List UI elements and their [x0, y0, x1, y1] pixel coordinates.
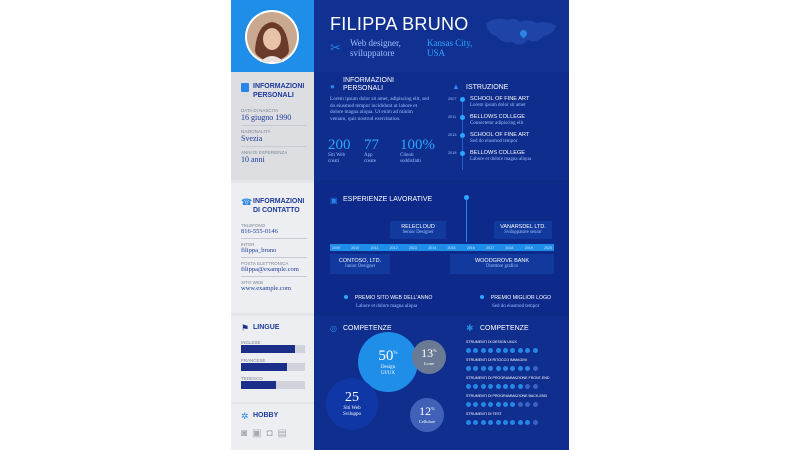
skill-dot [533, 384, 538, 389]
skill-dot [466, 384, 471, 389]
stat-item [328, 138, 356, 165]
stat-label: creati [328, 159, 340, 164]
education-list [448, 96, 566, 168]
timeline-year: 2015 [447, 245, 456, 250]
education-school: BELLOWS COLLEGE [470, 150, 526, 156]
skills-dots-title: COMPETENZE [480, 325, 529, 332]
skill-dot [525, 402, 530, 407]
job-card-woodgrove: WOODGROVE BANK Direttore grafico [450, 254, 554, 274]
skill-dot [473, 366, 478, 371]
skill-row [466, 376, 566, 389]
skill-dot [525, 384, 530, 389]
nationality-value: Svezia [241, 134, 263, 143]
language-name: FRANCESE [241, 358, 266, 363]
skill-dots [466, 346, 566, 353]
language-name: INGLESE [241, 340, 261, 345]
language-row [241, 376, 305, 389]
timeline-year: 2019 [524, 245, 533, 250]
circle-websites: 25 Siti Web Sviluppo [326, 378, 378, 430]
stat-value: 100% [400, 137, 435, 153]
web-label: SITO WEB [241, 280, 263, 285]
experience-section [314, 183, 569, 313]
job-card-vanarsdel: VANARSDEL LTD. Sviluppatore senior [494, 221, 552, 239]
skill-name: STRUMENTI DI PROGRAMMAZIONE FRONT-END [466, 376, 550, 380]
education-dot [460, 97, 465, 102]
job-card-contoso: CONTOSO, LTD. Junior Designer [330, 254, 390, 274]
timeline-year: 2016 [466, 245, 475, 250]
skill-dot [496, 402, 501, 407]
skill-dot [466, 348, 471, 353]
camera-icon: ◙ [241, 428, 253, 439]
skill-dot [518, 420, 523, 425]
timeline-year: 2010 [351, 245, 360, 250]
education-title: ISTRUZIONE [466, 84, 509, 91]
skills-circles-title: COMPETENZE [343, 325, 392, 332]
education-desc: Labore et dolore magna aliqua [470, 157, 532, 162]
timeline-year: 2013 [408, 245, 417, 250]
education-item [448, 150, 566, 168]
education-school: SCHOOL OF FINE ART [470, 96, 530, 102]
about-title: INFORMAZIONI PERSONALI [343, 77, 394, 92]
hobby-icon: ✲ [241, 411, 249, 421]
birth-label: DATA DI NASCITA [241, 108, 279, 113]
stat-label: App [364, 153, 373, 158]
skill-dot [518, 402, 523, 407]
skill-dot [488, 420, 493, 425]
bag-icon: ▤ [277, 428, 292, 439]
tools-icon: ✂ [330, 40, 341, 55]
skill-row [466, 358, 566, 371]
education-dot [460, 133, 465, 138]
circle-icons: 13% Icone [412, 340, 446, 374]
skill-dot [510, 420, 515, 425]
award-2: PREMIO MIGLIOR LOGO Sed do eiusmod tempor [480, 286, 570, 309]
about-education-section [314, 72, 569, 180]
language-row [241, 358, 305, 371]
skill-dot [503, 348, 508, 353]
skill-dot [466, 420, 471, 425]
education-item [448, 132, 566, 150]
skill-dot [525, 348, 530, 353]
language-bar [241, 381, 305, 389]
language-bar [241, 363, 305, 371]
job-card-relecloud: RELECLOUD Senior Designer [390, 221, 446, 239]
hobby-title: HOBBY [253, 412, 279, 419]
language-row [241, 340, 305, 353]
stat-label: soddisfatti [400, 159, 421, 164]
award-1: PREMIO SITO WEB DELL'ANNO Labore et dolore magna aliqua [344, 286, 454, 309]
skill-dot [488, 384, 493, 389]
education-dot [460, 115, 465, 120]
email-value[interactable]: filippa@example.com [241, 266, 299, 273]
education-year: 2007 [448, 97, 457, 101]
education-desc: Consectetur adipiscing elit [470, 121, 524, 126]
skill-dot [481, 402, 486, 407]
skill-dot [466, 402, 471, 407]
skill-name: STRUMENTI DI PROGRAMMAZIONE BACK-END [466, 394, 548, 398]
circle-design: 50% Design UI/UX [358, 332, 418, 392]
timeline-stem [466, 200, 467, 242]
education-dot [460, 151, 465, 156]
graduation-icon: ▲ [452, 82, 460, 91]
skill-dot [473, 384, 478, 389]
skill-dot [488, 366, 493, 371]
stat-label: Clienti [400, 153, 414, 158]
education-year: 2018 [448, 151, 457, 155]
about-text: Lorem ipsum dolor sit amet, adipiscing elit, sed do eiusmod tempor incididunt ut labore et dolore magna aliqua. Ut enim ad minim veniam, quis nostrud exercitation. [330, 96, 429, 122]
skill-dots [466, 382, 566, 389]
skill-name: STRUMENTI DI DESIGN UI/UX [466, 340, 517, 344]
timeline-years [330, 244, 554, 251]
stat-label: create [364, 159, 376, 164]
phone-icon: ☎ [241, 197, 253, 207]
education-school: SCHOOL OF FINE ART [470, 132, 530, 138]
stat-value: 200 [328, 137, 351, 153]
skill-dot [533, 366, 538, 371]
contact-panel [231, 183, 314, 313]
skill-dot [518, 384, 523, 389]
birth-value: 16 giugno 1990 [241, 113, 292, 122]
skill-dot [496, 420, 501, 425]
skill-dot [525, 420, 530, 425]
skill-row [466, 412, 566, 425]
phone-label: TELEFONO [241, 223, 266, 228]
skill-dot [525, 366, 530, 371]
skill-dot [533, 420, 538, 425]
skill-dot [510, 384, 515, 389]
skill-dots [466, 364, 566, 371]
twitter-value[interactable]: filippa_bruno [241, 247, 277, 254]
skill-dot [481, 366, 486, 371]
skill-dot [503, 420, 508, 425]
skill-dot [503, 402, 508, 407]
experience-value: 10 anni [241, 155, 265, 164]
education-year: 2011 [448, 115, 457, 119]
timeline-year: 2017 [486, 245, 495, 250]
stats-row [328, 138, 438, 165]
photo-panel [231, 0, 314, 72]
stat-item [364, 138, 392, 165]
skill-dot [510, 348, 515, 353]
briefcase-icon: ▣ [330, 196, 338, 205]
experience-label: ANNI DI ESPERIENZA [241, 150, 288, 155]
skill-dot [473, 420, 478, 425]
header [314, 0, 569, 72]
location-text: Kansas City, USA [427, 38, 473, 58]
timeline-year: 2012 [389, 245, 398, 250]
language-bar [241, 345, 305, 353]
language-bar-fill [241, 381, 276, 389]
skills-section [314, 316, 569, 450]
languages-list [241, 340, 305, 394]
hobby-panel [231, 404, 314, 450]
skill-dots [466, 418, 566, 425]
timeline-year: 2020 [544, 245, 552, 250]
skill-dot [503, 366, 508, 371]
timeline-year: 2014 [428, 245, 437, 250]
skill-row [466, 340, 566, 353]
languages-panel [231, 316, 314, 402]
experience-title: ESPERIENZE LAVORATIVE [343, 196, 433, 203]
skill-dot [481, 420, 486, 425]
skill-dot [510, 366, 515, 371]
asterisk-icon: ✱ [466, 323, 474, 333]
education-school: BELLOWS COLLEGE [470, 114, 526, 120]
skill-dot [473, 402, 478, 407]
role-text: Web designer, sviluppatore [350, 38, 401, 58]
skill-dot [481, 348, 486, 353]
skill-dot [518, 366, 523, 371]
film-icon: ▣ [252, 428, 267, 439]
skill-row [466, 394, 566, 407]
target-icon: ◎ [330, 324, 337, 333]
skill-dot [533, 348, 538, 353]
skill-dot [473, 348, 478, 353]
personal-info-panel [231, 72, 314, 180]
skill-dot [481, 384, 486, 389]
skill-dots [466, 400, 566, 407]
id-card-icon [241, 83, 249, 92]
skill-dot [496, 366, 501, 371]
name-title: FILIPPA BRUNO [330, 14, 469, 34]
person-icon: ● [330, 82, 335, 91]
skill-dot [518, 348, 523, 353]
skill-dot [510, 402, 515, 407]
skills-dots-list [466, 340, 566, 430]
skill-dot [496, 384, 501, 389]
skill-dot [466, 366, 471, 371]
language-bar-fill [241, 363, 287, 371]
skill-dot [503, 384, 508, 389]
education-desc: Lorem ipsum dolor sit amet [470, 103, 526, 108]
contact-title: INFORMAZIONI DI CONTATTO [253, 198, 305, 214]
skill-name: STRUMENTI DI RITOCCO IMMAGINI [466, 358, 527, 362]
skill-dot [496, 348, 501, 353]
language-name: TEDESCO [241, 376, 263, 381]
education-year: 2015 [448, 133, 457, 137]
skill-name: STRUMENTI DI TEST [466, 412, 502, 416]
skill-dot [533, 402, 538, 407]
timeline-year: 2009 [332, 245, 340, 250]
circle-mobile: 12% Cellulare [410, 398, 444, 432]
education-item [448, 96, 566, 114]
twitter-label: INTER [241, 242, 255, 247]
web-value[interactable]: www.example.com [241, 285, 292, 292]
skill-dot [488, 348, 493, 353]
car-icon: ◘ [266, 428, 278, 439]
education-desc: Sed do eiusmod tempor [470, 139, 518, 144]
email-label: POSTA ELETTRONICA [241, 261, 289, 266]
stat-value: 77 [364, 137, 379, 153]
languages-title: LINGUE [253, 324, 280, 331]
phone-value[interactable]: 816-555-0146 [241, 228, 278, 235]
language-bar-fill [241, 345, 295, 353]
stat-label: Siti Web [328, 153, 346, 158]
flag-icon: ⚑ [241, 323, 250, 333]
timeline-year: 2018 [505, 245, 514, 250]
skill-dot [488, 402, 493, 407]
nationality-label: NAZIONALITÀ [241, 129, 271, 134]
personal-info-title: INFORMAZIONI PERSONALI [253, 83, 305, 99]
avatar [245, 10, 299, 64]
timeline-year: 2011 [370, 245, 379, 250]
stat-item [400, 138, 435, 165]
education-item [448, 114, 566, 132]
